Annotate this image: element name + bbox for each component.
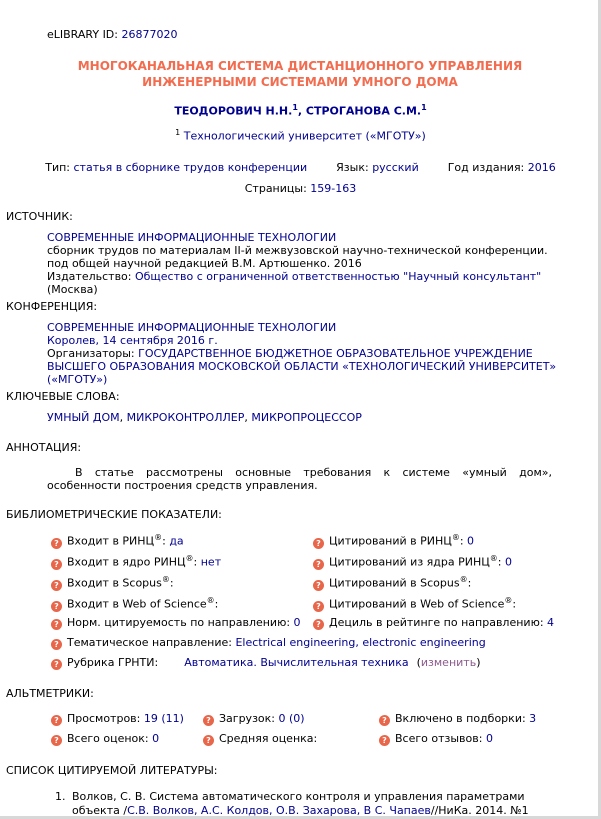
altmetric-value[interactable]: 19 (11) bbox=[143, 712, 184, 725]
help-icon[interactable]: ? bbox=[313, 559, 324, 570]
source-heading: ИСТОЧНИК: bbox=[6, 210, 73, 223]
biblio-sup: ® bbox=[185, 554, 194, 563]
help-icon[interactable]: ? bbox=[313, 601, 324, 612]
biblio-sup: ® bbox=[504, 596, 513, 605]
biblio-sup: ® bbox=[489, 554, 498, 563]
grnti-label: Рубрика ГРНТИ: bbox=[67, 656, 159, 669]
help-icon[interactable]: ? bbox=[51, 538, 62, 549]
elibrary-id bbox=[47, 28, 177, 41]
biblio-value[interactable]: 0 bbox=[504, 555, 512, 569]
biblio-item bbox=[51, 575, 174, 591]
biblio-value[interactable]: да bbox=[169, 534, 184, 548]
keyword-link[interactable]: МИКРОКОНТРОЛЛЕР bbox=[126, 411, 245, 424]
grnti-paren: ( bbox=[416, 656, 421, 669]
reference-authors-link[interactable]: С.В. Волков, А.С. Колдов, О.В. Захарова, В С. Чапаев bbox=[127, 804, 431, 817]
reference-tail: //НиКа. 2014. №1 bbox=[430, 804, 529, 817]
biblio-item bbox=[51, 533, 184, 549]
references-heading: СПИСОК ЦИТИРУЕМОЙ ЛИТЕРАТУРЫ: bbox=[6, 764, 218, 777]
keyword-sep: , bbox=[119, 411, 127, 424]
help-icon[interactable]: ? bbox=[313, 580, 324, 591]
author-link[interactable]: ТЕОДОРОВИЧ Н.Н. bbox=[174, 104, 293, 118]
biblio-label: Входит в ядро РИНЦ bbox=[67, 555, 186, 569]
publisher-label: Издательство: bbox=[47, 270, 135, 283]
biblio-value[interactable]: нет bbox=[200, 555, 222, 569]
publisher-link[interactable]: Общество с ограниченной ответственностью "Научный консультант" bbox=[134, 270, 542, 283]
biblio-sup: ® bbox=[206, 596, 215, 605]
help-icon[interactable]: ? bbox=[51, 559, 62, 570]
biblio-sep: : bbox=[193, 555, 201, 569]
pages-value: 159-163 bbox=[310, 182, 357, 195]
source-name-link[interactable]: СОВРЕМЕННЫЕ ИНФОРМАЦИОННЫЕ ТЕХНОЛОГИИ bbox=[47, 231, 337, 244]
altmetric-item bbox=[379, 712, 536, 726]
altmetric-label: Просмотров: bbox=[67, 712, 144, 725]
biblio-sep: : bbox=[286, 616, 294, 629]
keyword-sep: , bbox=[244, 411, 252, 424]
direction-label: Тематическое направление: bbox=[67, 636, 236, 649]
biblio-label: Цитирований из ядра РИНЦ bbox=[329, 555, 490, 569]
biblio-sep: : bbox=[467, 576, 472, 590]
direction-link[interactable]: Electrical engineering, electronic engineering bbox=[235, 636, 486, 649]
biblio-label: Входит в Scopus bbox=[67, 576, 162, 590]
biblio-sep: : bbox=[214, 597, 219, 611]
elibrary-id-label: eLIBRARY ID: bbox=[47, 28, 122, 41]
type-label: Тип: bbox=[45, 161, 74, 174]
page-title: МНОГОКАНАЛЬНАЯ СИСТЕМА ДИСТАНЦИОННОГО УПРАВЛЕНИЯ ИНЖЕНЕРНЫМИ СИСТЕМАМИ УМНОГО ДОМА bbox=[77, 59, 523, 89]
altmetric-label: Всего оценок: bbox=[67, 732, 153, 745]
altmetric-value[interactable]: 0 (0) bbox=[278, 712, 305, 725]
altmetric-item bbox=[51, 712, 184, 726]
altmetric-item bbox=[51, 732, 159, 746]
help-icon[interactable]: ? bbox=[51, 735, 62, 746]
biblio-sep: : bbox=[459, 534, 468, 548]
source-block bbox=[47, 231, 567, 296]
lang-label: Язык: bbox=[336, 161, 373, 174]
biblio-label: Норм. цитируемость по направлению bbox=[67, 616, 287, 629]
help-icon[interactable]: ? bbox=[51, 659, 62, 670]
altmetric-item bbox=[379, 732, 493, 746]
keywords-heading: КЛЮЧЕВЫЕ СЛОВА: bbox=[6, 390, 120, 403]
biblio-item bbox=[51, 554, 221, 570]
meta-line bbox=[0, 161, 601, 174]
grnti-change-link[interactable]: изменить bbox=[420, 656, 477, 669]
reference-number: 1. bbox=[55, 790, 66, 803]
altmetric-label: Всего отзывов: bbox=[395, 732, 486, 745]
grnti-link[interactable]: Автоматика. Вычислительная техника bbox=[184, 656, 409, 669]
reference-item bbox=[55, 790, 565, 818]
biblio-value[interactable]: 4 bbox=[547, 616, 555, 629]
grnti-row bbox=[51, 656, 480, 670]
help-icon[interactable]: ? bbox=[203, 735, 214, 746]
help-icon[interactable]: ? bbox=[379, 715, 390, 726]
altmetric-item bbox=[203, 712, 305, 726]
biblio-label: Дециль в рейтинге по направлению bbox=[329, 616, 540, 629]
affiliation-link[interactable]: Технологический университет («МГОТУ») bbox=[183, 129, 426, 143]
altmetrics-heading: АЛЬТМЕТРИКИ: bbox=[6, 687, 94, 700]
biblio-item bbox=[313, 554, 512, 570]
pages-label: Страницы: bbox=[244, 182, 311, 195]
biblio-sep: : bbox=[512, 597, 517, 611]
altmetric-value[interactable]: 3 bbox=[529, 712, 537, 725]
help-icon[interactable]: ? bbox=[51, 619, 62, 630]
biblio-label: Цитирований в Web of Science bbox=[329, 597, 505, 611]
altmetric-item bbox=[203, 732, 317, 746]
biblio-label: Цитирований в Scopus bbox=[329, 576, 460, 590]
biblio-label: Входит в РИНЦ bbox=[67, 534, 155, 548]
elibrary-id-link[interactable]: 26877020 bbox=[121, 28, 178, 41]
help-icon[interactable]: ? bbox=[313, 538, 324, 549]
type-value: статья в сборнике трудов конференции bbox=[73, 161, 308, 174]
year-value: 2016 bbox=[527, 161, 556, 174]
help-icon[interactable]: ? bbox=[379, 735, 390, 746]
affiliation-sup: 1 bbox=[175, 128, 181, 137]
biblio-value[interactable]: 0 bbox=[293, 616, 301, 629]
biblio-item bbox=[51, 616, 301, 630]
help-icon[interactable]: ? bbox=[313, 619, 324, 630]
reference-text: Волков, С. В. Система автоматического контроля и управления параметрами объекта / bbox=[72, 790, 525, 817]
biblio-sep: : bbox=[162, 534, 170, 548]
conference-heading: КОНФЕРЕНЦИЯ: bbox=[6, 300, 98, 313]
altmetric-value[interactable]: 0 bbox=[152, 732, 160, 745]
altmetric-value[interactable]: 0 bbox=[485, 732, 493, 745]
biblio-sup: ® bbox=[451, 533, 460, 542]
conference-place-date: Королев, 14 сентября 2016 г. bbox=[47, 334, 218, 347]
direction-row bbox=[51, 636, 486, 650]
help-icon[interactable]: ? bbox=[51, 715, 62, 726]
biblio-item bbox=[313, 575, 471, 591]
publisher-city: (Москва) bbox=[47, 283, 98, 296]
help-icon[interactable]: ? bbox=[51, 601, 62, 612]
source-desc: сборник трудов по материалам II-й межвузовской научно-технической конференции. под общей научной редакцией В.М. Артюшенко. 2016 bbox=[47, 244, 548, 270]
biblio-sep: : bbox=[497, 555, 505, 569]
biblio-item bbox=[313, 616, 554, 630]
biblio-label: Входит в Web of Science bbox=[67, 597, 207, 611]
authors bbox=[0, 103, 601, 118]
biblio-item bbox=[313, 596, 516, 612]
author-sup: 1 bbox=[292, 103, 298, 112]
help-icon[interactable]: ? bbox=[203, 715, 214, 726]
biblio-sup: ® bbox=[459, 575, 468, 584]
organizers-label: Организаторы: bbox=[47, 347, 139, 360]
help-icon[interactable]: ? bbox=[51, 580, 62, 591]
affiliation bbox=[0, 128, 601, 143]
altmetric-label: Включено в подборки: bbox=[395, 712, 530, 725]
keyword-link[interactable]: УМНЫЙ ДОМ bbox=[47, 411, 120, 424]
conference-name-link[interactable]: СОВРЕМЕННЫЕ ИНФОРМАЦИОННЫЕ ТЕХНОЛОГИИ bbox=[47, 321, 337, 334]
biblio-sep: : bbox=[169, 576, 174, 590]
biblio-item bbox=[313, 533, 474, 549]
altmetric-label: Средняя оценка: bbox=[219, 732, 318, 745]
help-icon[interactable]: ? bbox=[51, 639, 62, 650]
author-link[interactable]: СТРОГАНОВА С.М. bbox=[305, 104, 422, 118]
author-sup: 1 bbox=[421, 103, 427, 112]
biblio-label: Цитирований в РИНЦ bbox=[329, 534, 452, 548]
grnti-paren: ) bbox=[476, 656, 481, 669]
biblio-value[interactable]: 0 bbox=[467, 534, 475, 548]
biblio-sup: ® bbox=[161, 575, 170, 584]
year-label: Год издания: bbox=[447, 161, 528, 174]
keywords-block bbox=[47, 411, 567, 424]
biblio-sep: : bbox=[539, 616, 548, 629]
keyword-link[interactable]: МИКРОПРОЦЕССОР bbox=[251, 411, 362, 424]
author-sep: , bbox=[297, 104, 306, 118]
pages-line bbox=[0, 182, 601, 195]
biblio-heading: БИБЛИОМЕТРИЧЕСКИЕ ПОКАЗАТЕЛИ: bbox=[6, 508, 222, 521]
altmetric-label: Загрузок: bbox=[219, 712, 279, 725]
biblio-item bbox=[51, 596, 218, 612]
biblio-sup: ® bbox=[154, 533, 163, 542]
conference-block bbox=[47, 321, 567, 386]
lang-value: русский bbox=[372, 161, 419, 174]
annotation-heading: АННОТАЦИЯ: bbox=[6, 441, 82, 454]
annotation-text: В статье рассмотрены основные требования к системе «умный дом», особенности построения средств управления. bbox=[47, 466, 552, 492]
organizers-link[interactable]: ГОСУДАРСТВЕННОЕ БЮДЖЕТНОЕ ОБРАЗОВАТЕЛЬНОЕ УЧРЕЖДЕНИЕ ВЫСШЕГО ОБРАЗОВАНИЯ МОСКОВСКОЙ ОБЛАСТИ «ТЕХНОЛОГИЧЕСКИЙ УНИВЕРСИТЕТ» («МГОТУ») bbox=[47, 347, 557, 386]
